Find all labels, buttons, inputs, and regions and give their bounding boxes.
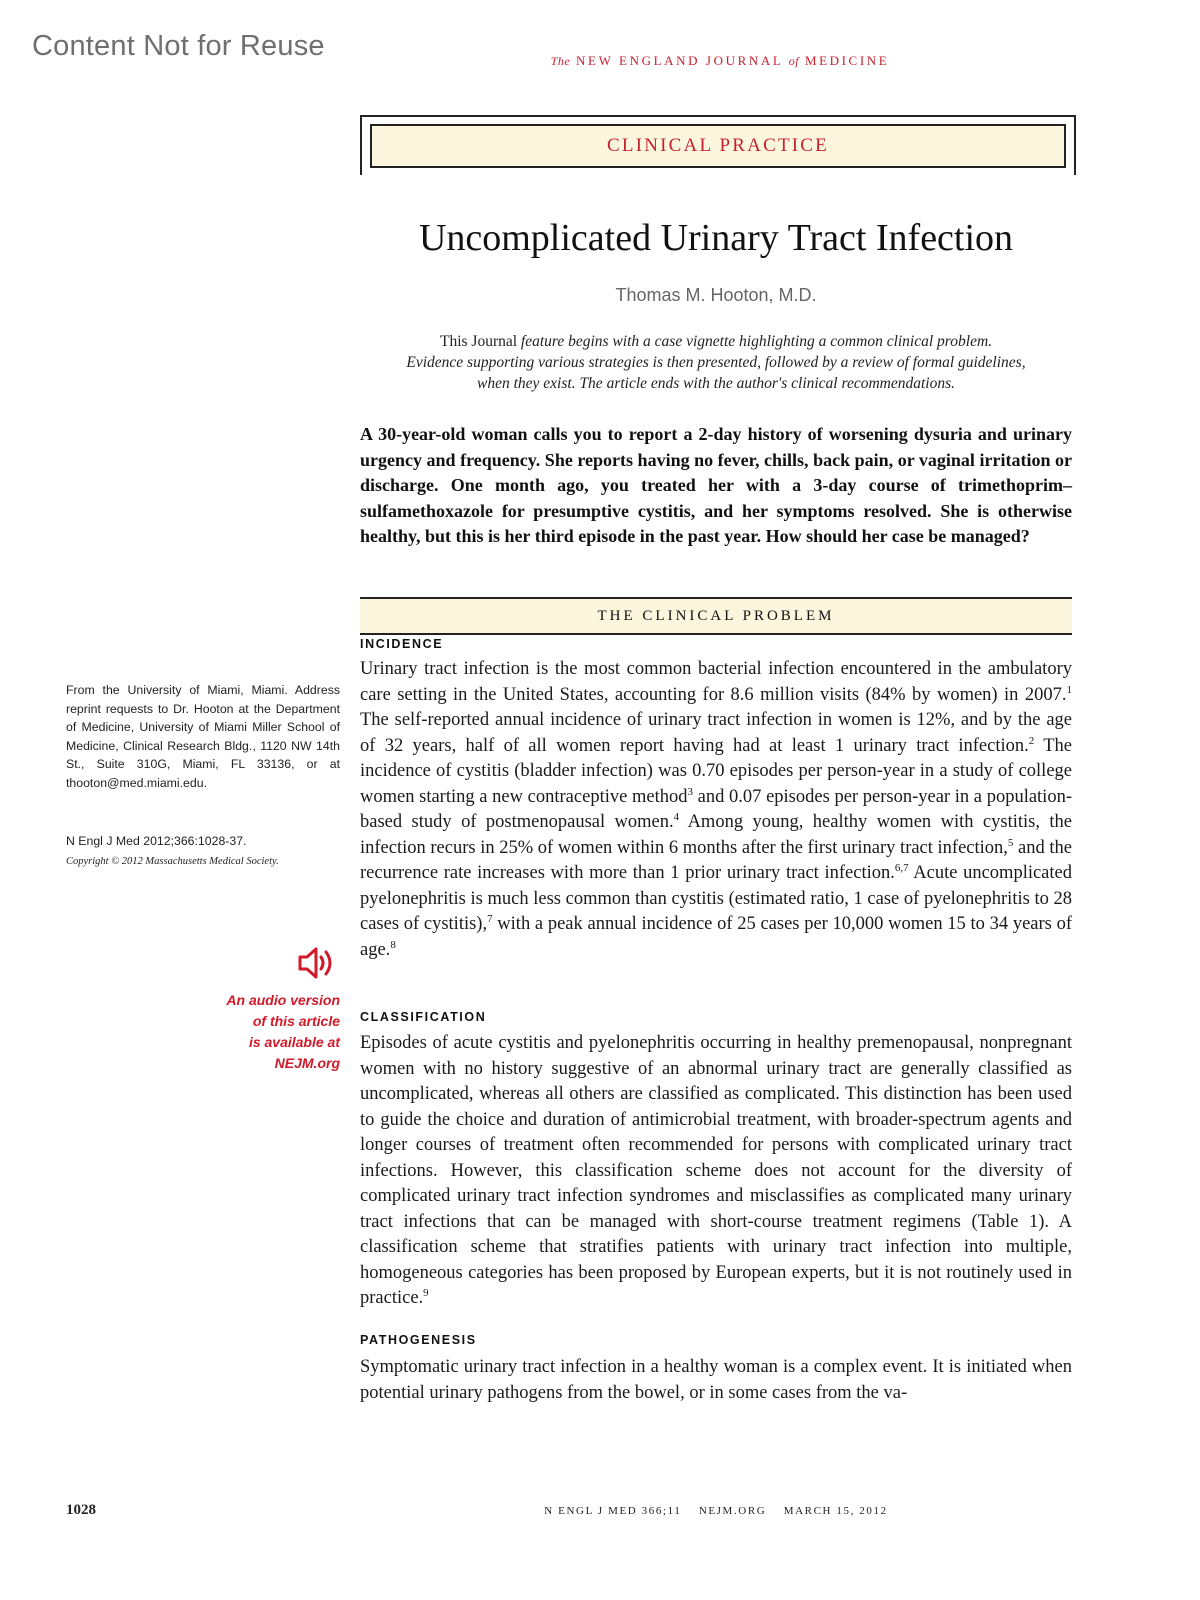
page-footer: N ENGL J MED 366;11 NEJM.ORG MARCH 15, 2012: [544, 1505, 888, 1517]
citation: N Engl J Med 2012;366:1028-37.: [66, 834, 247, 848]
running-head-of: of: [788, 54, 800, 68]
reference-9[interactable]: 9: [423, 1286, 429, 1299]
author-affiliation: From the University of Miami, Miami. Address reprint requests to Dr. Hooton at the Department of Medicine, University of Miami Miller School of Medicine, Clinical Research Bldg., 1120 NW 14th St., Suite 310G, Miami, FL 33136, or at thooton@med.miami.edu.: [66, 683, 340, 790]
feature-note-line-3: when they exist. The article ends with the author's clinical recommendations.: [477, 375, 955, 392]
feature-note-journal: This Journal: [439, 333, 518, 350]
audio-note-line-2: of this article: [252, 1013, 340, 1029]
running-head-journal-b: MEDICINE: [804, 53, 890, 68]
audio-version-note[interactable]: [180, 990, 340, 1074]
reference-2[interactable]: 2: [1028, 734, 1035, 747]
running-head-the: The: [550, 54, 571, 68]
reference-4[interactable]: 4: [673, 810, 680, 823]
classification-text-1: Episodes of acute cystitis and pyelonephritis occurring in healthy premenopausal, nonpregnant women with no history suggestive of an abnormal urinary tract are generally classified as uncomplicated, whereas all others are classified as complicated. This distinction has been used to guide the choice and duration of antimicrobial treatment, with broader-spectrum agents and longer courses of treatment often recommended for persons with complicated urinary tract infections. However, this classification scheme does not account for the diversity of complicated urinary tract infection syndromes and misclassifies as complicated many urinary tract infections that can be managed with short-course treatment regimens (Table 1). A classification scheme that stratifies patients with urinary tract infection into multiple, homogeneous categories has been proposed by European experts, but it is not routinely used in practice.: [360, 1033, 1072, 1308]
section-heading-band: [360, 597, 1072, 635]
incidence-text-8: with a peak annual incidence of 25 cases per 10,000 women 15 to 34 years of age.: [360, 914, 1072, 960]
incidence-heading: INCIDENCE: [360, 637, 444, 651]
feature-note-line-1-rest: feature begins with a case vignette highlighting a common clinical problem.: [520, 333, 993, 350]
pathogenesis-heading: PATHOGENESIS: [360, 1333, 477, 1347]
pathogenesis-paragraph: [360, 1355, 1072, 1406]
author-name: Thomas M. Hooton, M.D.: [615, 285, 817, 305]
section-heading: THE CLINICAL PROBLEM: [597, 607, 835, 624]
audio-note-link[interactable]: NEJM.org: [274, 1055, 340, 1071]
article-title: Uncomplicated Urinary Tract Infection: [418, 217, 1014, 259]
classification-paragraph: [360, 1031, 1072, 1312]
watermark: Content Not for Reuse: [32, 30, 325, 62]
incidence-text-7: Acute uncomplicated pyelonephritis is much less common than cystitis (estimated ratio, 1 case of pyelonephritis to 28 cases of cystitis),: [360, 863, 1072, 934]
pathogenesis-text-1: Symptomatic urinary tract infection in a healthy woman is a complex event. It is initiated when potential urinary pathogens from the bowel, or in some cases from the va-: [360, 1357, 1072, 1403]
feature-note: [380, 331, 1052, 394]
reference-3[interactable]: 3: [687, 785, 693, 798]
incidence-text-4: and 0.07 episodes per person-year in a population-based study of postmenopausal women.: [360, 786, 1072, 832]
reference-8[interactable]: 8: [390, 938, 396, 951]
section-label-inner: [370, 124, 1066, 168]
reference-6-7[interactable]: 6,7: [894, 861, 909, 874]
case-vignette: A 30-year-old woman calls you to report a 2-day history of worsening dysuria and urinary urgency and frequency. She reports having no fever, chills, back pain, or vaginal irritation or discharge. One month ago, you treated her with a 3-day course of trimethoprim–sulfamethoxazole for presumptive cystitis, and her symptoms resolved. She is otherwise healthy, but this is her third episode in the past year. How should her case be managed?: [360, 424, 1072, 546]
speaker-icon[interactable]: [297, 946, 339, 980]
reference-5[interactable]: 5: [1007, 836, 1014, 849]
incidence-text-2: The self-reported annual incidence of urinary tract infection in women is 12%, and by the age of 32 years, half of all women report having had at least 1 urinary tract infection.: [360, 710, 1072, 756]
audio-note-line-3: is available at: [248, 1034, 340, 1050]
section-label-box: [360, 115, 1076, 175]
feature-note-line-2: Evidence supporting various strategies is then presented, followed by a review of formal guidelines,: [406, 354, 1026, 371]
classification-heading: CLASSIFICATION: [360, 1010, 487, 1024]
incidence-text-1: Urinary tract infection is the most common bacterial infection encountered in the ambulatory care setting in the United States, accounting for 8.6 million visits (84% by women) in 2007.: [360, 659, 1072, 705]
reference-7[interactable]: 7: [487, 912, 493, 925]
incidence-text-6: and the recurrence rate increases with more than 1 prior urinary tract infection.: [360, 837, 1072, 883]
section-label: CLINICAL PRACTICE: [607, 135, 829, 156]
incidence-text-5: Among young, healthy women with cystitis, the infection recurs in 25% of women within 6 months after the first urinary tract infection,: [360, 812, 1072, 858]
audio-note-line-1: An audio version: [226, 992, 340, 1008]
running-head-journal-a: NEW ENGLAND JOURNAL: [576, 53, 783, 68]
running-head: [360, 53, 1080, 69]
reference-1[interactable]: 1: [1066, 683, 1072, 696]
incidence-paragraph: [360, 657, 1072, 963]
copyright-notice: Copyright © 2012 Massachusetts Medical Society.: [66, 856, 279, 867]
page-number: 1028: [66, 1502, 96, 1518]
feature-note-line-1: [380, 331, 1052, 352]
incidence-text-3: The incidence of cystitis (bladder infection) was 0.70 episodes per person-year in a study of college women starting a new contraceptive method: [360, 735, 1073, 807]
